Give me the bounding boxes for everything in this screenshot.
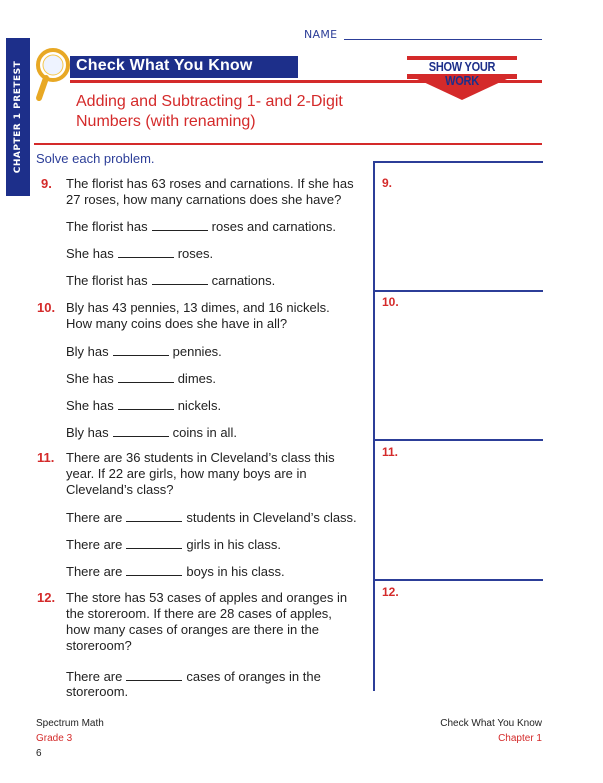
- answer-prefix: She has: [66, 246, 114, 261]
- answer-suffix: students in Cleveland’s class.: [186, 510, 357, 525]
- footer-chapter: Chapter 1: [498, 733, 542, 744]
- instruction-text: Solve each problem.: [36, 151, 155, 166]
- work-area-rule: [373, 290, 543, 292]
- answer-line: [66, 370, 216, 386]
- answer-suffix: coins in all.: [172, 425, 237, 440]
- problem-text-line: The store has 53 cases of apples and oranges in: [66, 590, 348, 605]
- problem-text-line: Bly has 43 pennies, 13 dimes, and 16 nickels.: [66, 300, 330, 315]
- footer-section: Check What You Know: [440, 718, 542, 729]
- problem-10-text: [66, 300, 330, 332]
- answer-prefix: Bly has: [66, 425, 109, 440]
- answer-prefix: Bly has: [66, 344, 109, 359]
- answer-line: [66, 272, 275, 288]
- answer-suffix: dimes.: [177, 371, 216, 386]
- problem-text-line: How many coins does she have in all?: [66, 316, 288, 331]
- answer-suffix: roses and carnations.: [211, 219, 336, 234]
- show-your-work-label: SHOW YOUR WORK: [428, 60, 496, 88]
- answer-blank[interactable]: [126, 563, 182, 576]
- answer-suffix: roses.: [177, 246, 214, 261]
- subtitle-line-2: Numbers (with renaming): [76, 113, 256, 130]
- answer-suffix: carnations.: [211, 273, 276, 288]
- answer-prefix: There are: [66, 510, 123, 525]
- answer-prefix: She has: [66, 371, 114, 386]
- work-area-rule: [373, 439, 543, 441]
- magnifier-icon: [34, 48, 72, 106]
- problem-text-line: storeroom?: [66, 638, 132, 653]
- answer-line: [66, 218, 336, 234]
- work-area-9-label: 9.: [382, 176, 393, 190]
- subtitle-divider: [34, 143, 542, 145]
- answer-blank[interactable]: [152, 272, 208, 285]
- problem-text-line: Cleveland’s class?: [66, 482, 174, 497]
- problem-number: 10.: [37, 300, 56, 315]
- work-area-12-label: 12.: [382, 585, 399, 599]
- problem-text-line: There are 36 students in Cleveland’s class this: [66, 450, 335, 465]
- page-title: Check What You Know: [76, 57, 253, 74]
- answer-blank[interactable]: [152, 218, 208, 231]
- answer-line: [66, 563, 285, 579]
- problem-text-line: The florist has 63 roses and carnations. If she has: [66, 176, 354, 191]
- answer-line: [66, 397, 221, 413]
- answer-prefix: There are: [66, 564, 123, 579]
- answer-suffix: boys in his class.: [186, 564, 285, 579]
- answer-blank[interactable]: [118, 245, 174, 258]
- answer-blank[interactable]: [126, 668, 182, 681]
- answer-prefix: There are: [66, 669, 123, 684]
- problem-9-text: [66, 176, 354, 208]
- answer-prefix: There are: [66, 537, 123, 552]
- chapter-side-tab: [6, 38, 30, 196]
- answer-prefix: The florist has: [66, 219, 148, 234]
- problem-text-line: how many cases of oranges are there in the: [66, 622, 319, 637]
- answer-line-continued: storeroom.: [66, 684, 129, 699]
- problem-number: 11.: [37, 450, 55, 465]
- answer-suffix: girls in his class.: [186, 537, 282, 552]
- problem-number: 9.: [41, 176, 52, 191]
- problem-11-text: [66, 450, 335, 498]
- answer-line: [66, 245, 213, 261]
- answer-prefix: The florist has: [66, 273, 148, 288]
- name-label: NAME: [304, 28, 338, 41]
- work-area-rule: [373, 579, 543, 581]
- work-area-11-label: 11.: [382, 445, 399, 459]
- side-tab-label: CHAPTER 1 PRETEST: [13, 60, 23, 174]
- answer-blank[interactable]: [126, 509, 182, 522]
- answer-line: [66, 424, 237, 440]
- answer-suffix: nickels.: [177, 398, 222, 413]
- subtitle-line-1: Adding and Subtracting 1- and 2-Digit: [76, 93, 343, 110]
- work-area-divider: [373, 161, 375, 691]
- name-input-line[interactable]: [344, 39, 542, 40]
- answer-blank[interactable]: [118, 370, 174, 383]
- problem-text-line: the storeroom. If there are 28 cases of apples,: [66, 606, 332, 621]
- footer-series: Spectrum Math: [36, 718, 104, 729]
- footer-grade: Grade 3: [36, 733, 73, 744]
- answer-line: [66, 343, 222, 359]
- work-area-10-label: 10.: [382, 295, 399, 309]
- answer-suffix: cases of oranges in the: [186, 669, 321, 684]
- work-area-rule: [373, 161, 543, 163]
- problem-text-line: 27 roses, how many carnations does she have?: [66, 192, 342, 207]
- answer-blank[interactable]: [118, 397, 174, 410]
- answer-line: [66, 536, 281, 552]
- lesson-subtitle: [76, 92, 406, 132]
- answer-prefix: She has: [66, 398, 114, 413]
- answer-line: [66, 509, 357, 525]
- answer-blank[interactable]: [113, 343, 169, 356]
- problem-text-line: year. If 22 are girls, how many boys are in: [66, 466, 307, 481]
- problem-number: 12.: [37, 590, 56, 605]
- answer-suffix: pennies.: [172, 344, 222, 359]
- page-number: 6: [36, 748, 42, 759]
- answer-blank[interactable]: [126, 536, 182, 549]
- answer-blank[interactable]: [113, 424, 169, 437]
- problem-12-text: [66, 590, 347, 654]
- answer-line: [66, 668, 321, 684]
